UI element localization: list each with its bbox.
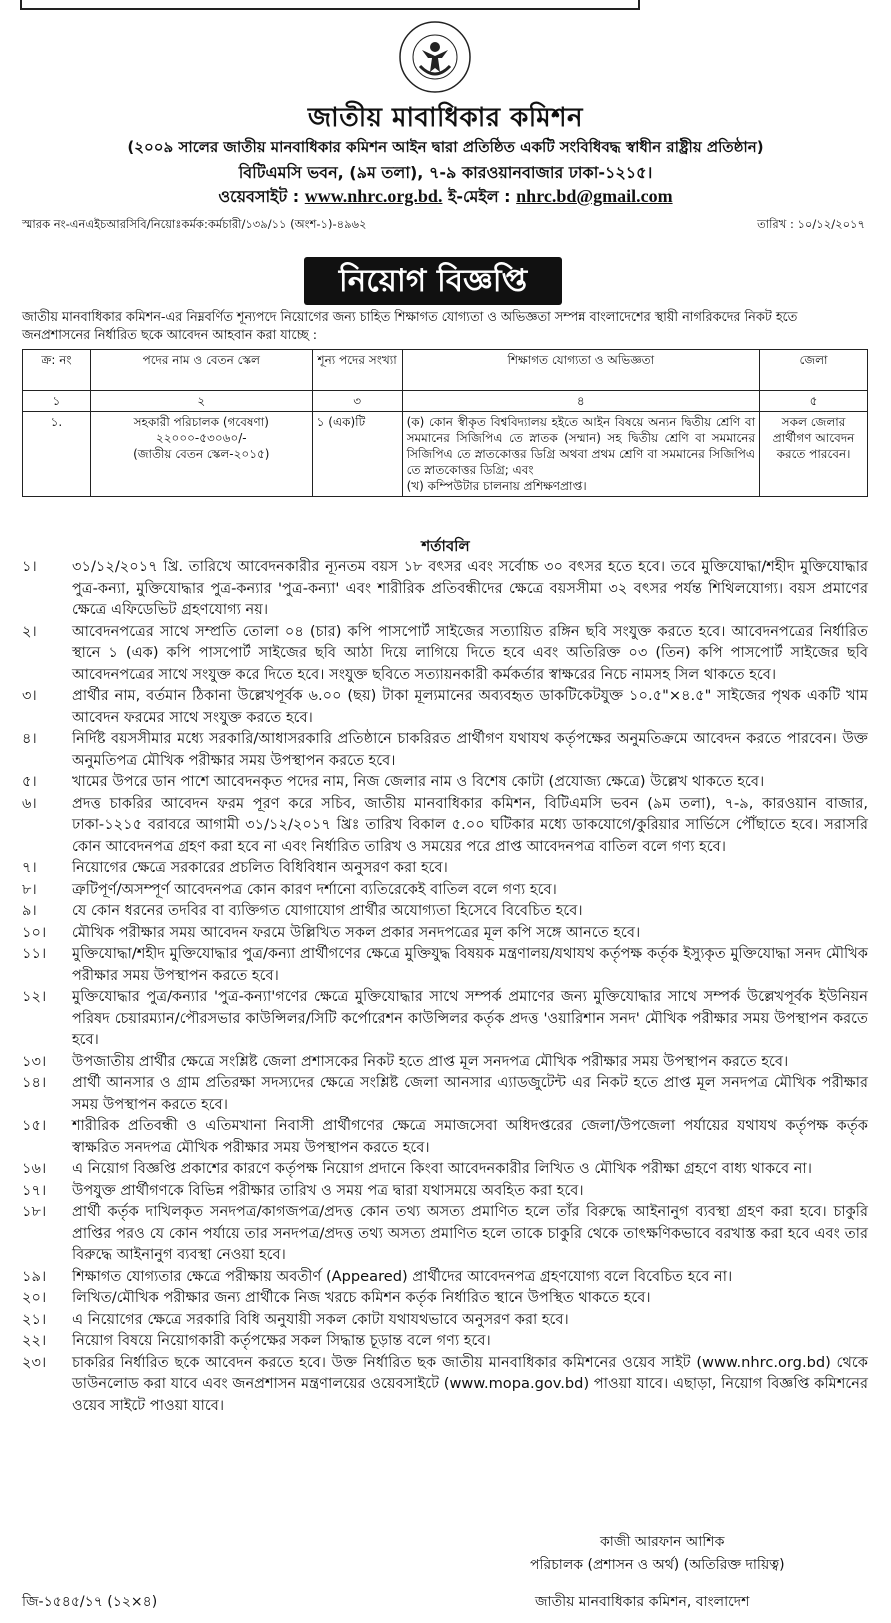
term-number: ১৬।	[22, 1160, 47, 1177]
term-item	[22, 1201, 868, 1266]
term-number: ১৭।	[22, 1181, 47, 1199]
term-item	[22, 1072, 868, 1115]
term-item	[22, 1051, 868, 1073]
term-item	[22, 900, 868, 922]
term-number: ১।	[22, 558, 37, 575]
vacancy-table	[22, 349, 868, 497]
cell-count: ১ (এক)টি	[312, 412, 402, 497]
website-link[interactable]: www.nhrc.org.bd.	[304, 186, 443, 206]
term-item	[22, 943, 868, 986]
term-item	[22, 1309, 868, 1331]
column-number-row	[23, 391, 868, 412]
term-number: ১৫।	[22, 1117, 47, 1134]
nhrc-logo	[398, 20, 472, 94]
signatory-designation: পরিচালক (প্রশাসন ও অর্থ) (অতিরিক্ত দায়িত্ব)	[530, 1557, 785, 1573]
term-number: ৬।	[22, 794, 37, 812]
org-address: বিটিএমসি ভবন, (৯ম তলা), ৭-৯ কারওয়ানবাজার ঢাকা-১২১৫।	[238, 163, 653, 182]
term-text: প্রদত্ত চাকরির আবেদন ফরম পূরণ করে সচিব, জাতীয় মানবাধিকার কমিশন, বিটিএমসি ভবন (৯ম তলা), ৭-৯, কারওয়ান বাজার, ঢাকা-১২১৫ বরাবরে আগামী ৩১/১২/২০১৭ খ্রিঃ তারিখ বিকাল ৫.০০ ঘটিকার মধ্যে ডাকযোগে/কুরিয়ার সার্ভিসে পৌঁছাতে হবে। সরাসরি কোন আবেদনপত্র গ্রহণ করা হবে না এবং নির্ধারিত তারিখ ও সময়ের পরে প্রাপ্ত আবেদনপত্র বাতিল বলে গণ্য হবে।	[72, 794, 868, 855]
term-text: মৌখিক পরীক্ষার সময় আবেদন ফরমে উল্লিখিত সকল প্রকার সনদপত্রের মূল কপি সঙ্গে আনতে হবে।	[72, 923, 641, 941]
term-text: শারীরিক প্রতিবন্ধী ও এতিমখানা নিবাসী প্রার্থীগণের ক্ষেত্রে সমাজসেবা অধিদপ্তরের জেলা/উপজেলা পর্যায়ের যথাযথ কর্তৃপক্ষ কর্তৃক স্বাক্ষরিত সনদপত্র মৌখিক পরীক্ষার সময় উপস্থাপন করতে হবে।	[72, 1117, 868, 1156]
email-link[interactable]: nhrc.bd@gmail.com	[516, 186, 673, 206]
term-item	[22, 1352, 868, 1417]
col-number: ৫	[760, 391, 868, 412]
term-number: ১৪।	[22, 1074, 47, 1091]
term-number: ১২।	[22, 988, 47, 1005]
cell-sl: ১.	[23, 412, 91, 497]
table-row	[23, 412, 868, 497]
cell-qualification	[402, 412, 759, 497]
term-number: ৭।	[22, 859, 37, 876]
term-number: ৯।	[22, 902, 37, 919]
signatory-name: কাজী আরফান আশিক	[600, 1534, 725, 1550]
col-header-qualification: শিক্ষাগত যোগ্যতা ও অভিজ্ঞতা	[402, 350, 759, 391]
email-label: ই-মেইল :	[448, 187, 511, 206]
term-item	[22, 621, 868, 686]
pay-scale-note: (জাতীয় বেতন স্কেল-২০১৫)	[133, 447, 270, 461]
table-header-row	[23, 350, 868, 391]
term-text: শিক্ষাগত যোগ্যতার ক্ষেত্রে পরীক্ষায় অবতীর্ণ (Appeared) প্রার্থীদের আবেদনপত্র গ্রহণযোগ্য বলে বিবেচিত হবে না।	[72, 1267, 733, 1285]
term-text: নিয়োগ বিষয়ে নিয়োগকারী কর্তৃপক্ষের সকল সিদ্ধান্ত চূড়ান্ত বলে গণ্য হবে।	[72, 1332, 491, 1349]
term-text: লিখিত/মৌখিক পরীক্ষার জন্য প্রার্থীকে নিজ খরচে কমিশন কর্তৃক নির্ধারিত স্থানে উপস্থিত থাকতে হবে।	[72, 1289, 651, 1306]
col-number: ২	[90, 391, 312, 412]
term-text: খামের উপরে ডান পাশে আবেদনকৃত পদের নাম, নিজ জেলার নাম ও বিশেষ কোটা (প্রযোজ্য ক্ষেত্রে) উল্লেখ থাকতে হবে।	[72, 773, 765, 790]
memo-number: স্মারক নং-এনএইচআরসিবি/নিয়োঃকর্মক:কর্মচারী/১৩৯/১১ (অংশ-১)-৪৯৬২	[22, 217, 367, 231]
col-header-post: পদের নাম ও বেতন স্কেল	[90, 350, 312, 391]
term-number: ২০।	[22, 1289, 47, 1306]
term-text: ৩১/১২/২০১৭ খ্রি. তারিখে আবেদনকারীর ন্যূনতম বয়স ১৮ বৎসর এবং সর্বোচ্চ ৩০ বৎসর হতে হবে। তবে মুক্তিযোদ্ধা/শহীদ মুক্তিযোদ্ধার পুত্র-কন্যা, মুক্তিযোদ্ধার পুত্র-কন্যার 'পুত্র-কন্যা' এবং শারীরিক প্রতিবন্ধীদের ক্ষেত্রে বয়সসীমা ৩২ বৎসর পর্যন্ত শিথিলযোগ্য। বয়স প্রমাণের ক্ষেত্রে এফিডেভিট গ্রহণযোগ্য নয়।	[72, 558, 868, 618]
col-header-sl: ক্র: নং	[23, 350, 91, 391]
col-header-count: শূন্য পদের সংখ্যা	[312, 350, 402, 391]
term-number: ১১।	[22, 945, 47, 962]
term-number: ৩।	[22, 687, 37, 704]
term-text: চাকরির নির্ধারিত ছকে আবেদন করতে হবে। উক্ত নির্ধারিত ছক জাতীয় মানবাধিকার কমিশনের ওয়েব সাইট (www.nhrc.org.bd) থেকে ডাউনলোড করা যাবে এবং জনপ্রশাসন মন্ত্রণালয়ের ওয়েবসাইটে (www.mopa.gov.bd) পাওয়া যাবে। এছাড়া, নিয়োগ বিজ্ঞপ্তি কমিশনের ওয়েব সাইটে পাওয়া যাবে।	[72, 1353, 868, 1414]
term-number: ১৩।	[22, 1052, 47, 1070]
qualification-a: (ক) কোন স্বীকৃত বিশ্ববিদ্যালয় হইতে আইন বিষয়ে অন্যন দ্বিতীয় শ্রেণি বা সমমানের সিজিপিএ তে স্নাতক (সম্মান) সহ দ্বিতীয় শ্রেণি বা সমমানের সিজিপিএ তে স্নাতকোত্তর ডিগ্রি অথবা প্রথম শ্রেণি বা সমমানের সিজিপিএ তে স্নাতকোত্তর ডিগ্রি; এবং	[406, 415, 756, 477]
terms-list	[22, 556, 868, 1416]
col-number: ৪	[402, 391, 759, 412]
term-number: ৫।	[22, 773, 37, 790]
term-item	[22, 685, 868, 728]
website-label: ওয়েবসাইট :	[218, 187, 300, 206]
term-item	[22, 986, 868, 1051]
org-subtitle: (২০০৯ সালের জাতীয় মানবাধিকার কমিশন আইন দ্বারা প্রতিষ্ঠিত একটি সংবিধিবদ্ধ স্বাধীন রাষ্ট্রীয় প্রতিষ্ঠান)	[127, 138, 764, 156]
term-number: ২।	[22, 622, 37, 640]
term-text: এ নিয়োগের ক্ষেত্রে সরকারি বিধি অনুযায়ী সকল কোটা যথাযথভাবে অনুসরণ করা হবে।	[72, 1310, 569, 1328]
top-frame	[20, 0, 640, 10]
term-text: উপজাতীয় প্রার্থীর ক্ষেত্রে সংশ্লিষ্ট জেলা প্রশাসকের নিকট হতে প্রাপ্ত মূল সনদপত্র মৌখিক পরীক্ষার সময় উপস্থাপন করতে হবে।	[72, 1052, 789, 1070]
term-number: ১০।	[22, 923, 47, 941]
term-item	[22, 728, 868, 771]
cell-district: সকল জেলার প্রার্থীগণ আবেদন করতে পারবেন।	[760, 412, 868, 497]
term-text: প্রার্থীর নাম, বর্তমান ঠিকানা উল্লেখপূর্বক ৬.০০ (ছয়) টাকা মূল্যমানের অব্যবহৃত ডাকটিকেটযুক্ত ১০.৫"×৪.৫" সাইজের পৃথক একটি খাম আবেদন ফরমের সাথে সংযুক্ত করতে হবে।	[72, 687, 868, 726]
term-text: নির্দিষ্ট বয়সসীমার মধ্যে সরকারি/আধাসরকারি প্রতিষ্ঠানে চাকরিরত প্রার্থীগণ যথাযথ কর্তৃপক্ষের অনুমতিক্রমে আবেদন করতে পারবেন। উক্ত অনুমতিপত্র মৌখিক পরীক্ষার সময় উপস্থাপন করতে হবে।	[72, 730, 868, 769]
term-item	[22, 1330, 868, 1352]
term-text: ত্রুটিপূর্ণ/অসম্পূর্ণ আবেদনপত্র কোন কারণ দর্শানো ব্যতিরেকেই বাতিল বলে গণ্য হবে।	[72, 880, 557, 898]
term-text: এ নিয়োগ বিজ্ঞপ্তি প্রকাশের কারণে কর্তৃপক্ষ নিয়োগ প্রদানে কিংবা আবেদনকারীর লিখিত ও মৌখিক পরীক্ষা গ্রহণে বাধ্য থাকবে না।	[72, 1160, 812, 1177]
qualification-b: (খ) কম্পিউটার চালনায় প্রশিক্ষণপ্রাপ্ত।	[406, 479, 587, 493]
term-item	[22, 922, 868, 944]
term-text: যে কোন ধরনের তদবির বা ব্যক্তিগত যোগাযোগ প্রার্থীর অযোগ্যতা হিসেবে বিবেচিত হবে।	[72, 902, 583, 919]
notice-title: নিয়োগ বিজ্ঞপ্তি	[304, 257, 562, 305]
term-item	[22, 1266, 868, 1288]
term-text: আবেদনপত্রের সাথে সম্প্রতি তোলা ০৪ (চার) কপি পাসপোর্ট সাইজের সত্যায়িত রঙ্গিন ছবি সংযুক্ত করতে হবে। আবেদনপত্রের নির্ধারিত স্থানে ১ (এক) কপি পাসপোর্ট সাইজের ছবি আঠা দিয়ে লাগিয়ে দিতে হবে এবং অতিরিক্ত ০৩ (তিন) কপি পাসপোর্ট সাইজের ছবি আবেদনপত্রের সাথে সংযুক্ত করে দিতে হবে। সংযুক্ত ছবিতে সত্যায়নকারী কর্মকর্তার স্বাক্ষরের নিচে নামসহ সিল থাকতে হবে।	[72, 622, 868, 683]
term-number: ১৮।	[22, 1203, 47, 1220]
term-number: ২১।	[22, 1310, 47, 1328]
terms-heading: শর্তাবলি	[421, 537, 470, 555]
term-text: মুক্তিযোদ্ধা/শহীদ মুক্তিযোদ্ধার পুত্র/কন্যা প্রার্থীগণের ক্ষেত্রে মুক্তিযুদ্ধ বিষয়ক মন্ত্রণালয়/যথাযথ কর্তৃপক্ষ কর্তৃক ইস্যুকৃত মুক্তিযোদ্ধা সনদ মৌখিক পরীক্ষার সময় উপস্থাপন করতে হবে।	[72, 945, 868, 984]
term-item	[22, 1115, 868, 1158]
term-item	[22, 1180, 868, 1202]
signatory-org: জাতীয় মানবাধিকার কমিশন, বাংলাদেশ	[535, 1594, 750, 1610]
term-text: প্রার্থী আনসার ও গ্রাম প্রতিরক্ষা সদস্যদের ক্ষেত্রে সংশ্লিষ্ট জেলা আনসার এ্যাডজুটেন্ট এর নিকট হতে প্রাপ্ত মূল সনদপত্র মৌখিক পরীক্ষার সময় উপস্থাপন করতে হবে।	[72, 1074, 868, 1113]
term-number: ৪।	[22, 730, 37, 747]
term-number: ২৩।	[22, 1353, 47, 1371]
term-item	[22, 879, 868, 901]
term-number: ১৯।	[22, 1267, 47, 1285]
term-item	[22, 793, 868, 858]
term-text: মুক্তিযোদ্ধার পুত্র/কন্যার 'পুত্র-কন্যা'গণের ক্ষেত্রে মুক্তিযোদ্ধার সাথে সম্পর্ক প্রমাণের জন্য মুক্তিযোদ্ধার সাথে সম্পর্ক উল্লেখপূর্বক ইউনিয়ন পরিষদ চেয়ারম্যান/পৌরসভার কাউন্সিলর/সিটি কর্পোরেশন কাউন্সিলর কর্তৃক প্রদত্ত 'ওয়ারিশান সনদ' মৌখিক পরীক্ষার সময় উপস্থাপন করতে হবে।	[72, 988, 868, 1048]
term-item	[22, 1287, 868, 1309]
term-item	[22, 771, 868, 793]
post-name: সহকারী পরিচালক (গবেষণা)	[133, 415, 269, 429]
term-number: ২২।	[22, 1332, 47, 1349]
term-text: প্রার্থী কর্তৃক দাখিলকৃত সনদপত্র/কাগজপত্র/প্রদত্ত কোন তথ্য অসত্য প্রমাণিত হলে তাঁর বিরুদ্ধে আইনানুগ ব্যবস্থা গ্রহণ করা হবে। চাকুরি প্রাপ্তির পরও যে কোন পর্যায়ে তার সনদপত্র/প্রদত্ত তথ্য অসত্য প্রমাণিত হলে তাকে চাকুরি থেকে তাৎক্ষণিকভাবে বরখাস্ত করা হবে এবং তার বিরুদ্ধে আইনানুগ ব্যবস্থা নেওয়া হবে।	[72, 1203, 868, 1263]
cell-post	[90, 412, 312, 497]
term-text: উপযুক্ত প্রার্থীগণকে বিভিন্ন পরীক্ষার তারিখ ও সময় পত্র দ্বারা যথাসময়ে অবহিত করা হবে।	[72, 1181, 584, 1199]
term-text: নিয়োগের ক্ষেত্রে সরকারের প্রচলিত বিধিবিধান অনুসরণ করা হবে।	[72, 859, 448, 876]
org-name: জাতীয় মাবাধিকার কমিশন	[307, 103, 584, 133]
notice-date: তারিখ : ১০/১২/২০১৭	[757, 217, 865, 231]
contact-line	[0, 184, 891, 211]
pay-scale: ২২০০০-৫৩০৬০/-	[155, 431, 247, 445]
footer-code: জি-১৫৪৫/১৭ (১২×৪)	[22, 1594, 158, 1610]
col-header-district: জেলা	[760, 350, 868, 391]
term-item	[22, 857, 868, 879]
col-number: ১	[23, 391, 91, 412]
term-item	[22, 1158, 868, 1180]
term-number: ৮।	[22, 880, 37, 898]
col-number: ৩	[312, 391, 402, 412]
term-item	[22, 556, 868, 621]
intro-text: জাতীয় মানবাধিকার কমিশন-এর নিম্নবর্ণিত শূন্যপদে নিয়োগের জন্য চাহিত শিক্ষাগত যোগ্যতা ও অভিজ্ঞতা সম্পন্ন বাংলাদেশের স্থায়ী নাগরিকদের নিকট হতে জনপ্রশাসনের নির্ধারিত ছকে আবেদন আহবান করা যাচ্ছে :	[22, 310, 798, 343]
